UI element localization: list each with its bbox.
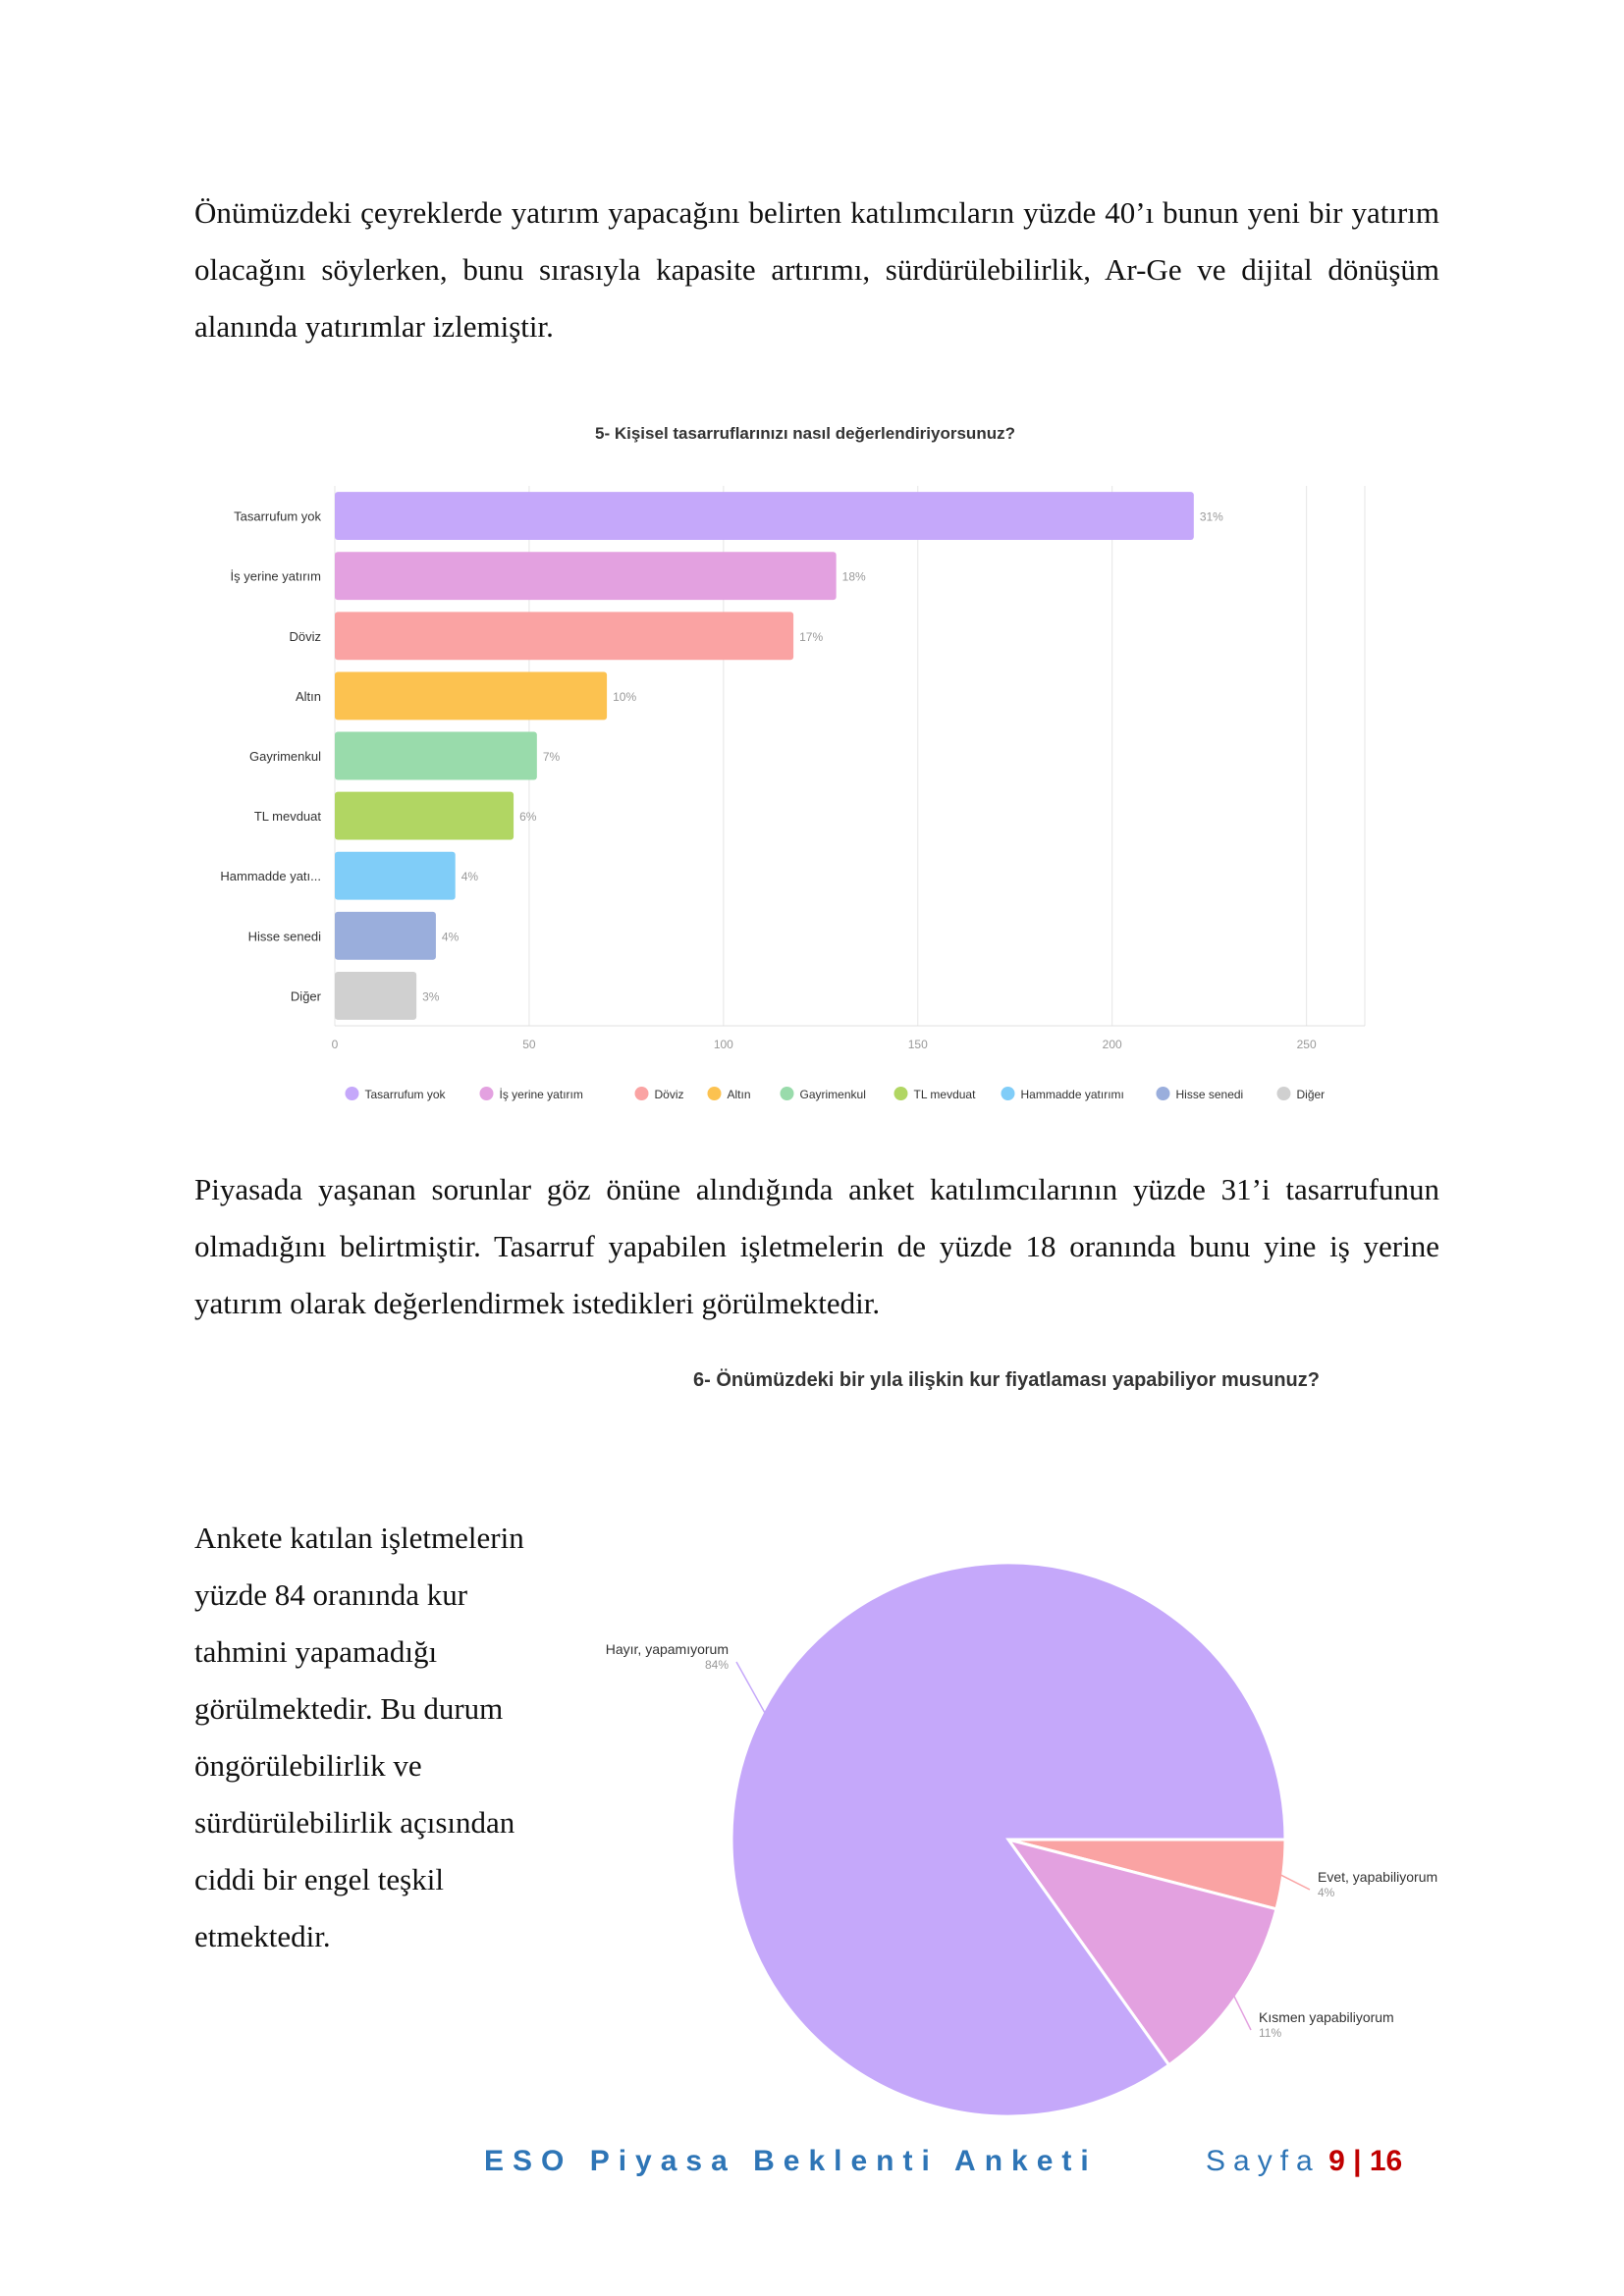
y-category-label: İş yerine yatırım — [230, 568, 321, 584]
legend-label: Hammadde yatırımı — [1020, 1088, 1124, 1101]
pie-slice-label: Hayır, yapamıyorum — [605, 1641, 729, 1657]
pie-leader-line — [736, 1662, 766, 1715]
legend-swatch — [1157, 1087, 1170, 1100]
y-category-label: Döviz — [289, 628, 321, 644]
legend-label: İş yerine yatırım — [499, 1088, 583, 1101]
x-tick-label: 50 — [522, 1038, 536, 1051]
pie-slice-label: Evet, yapabiliyorum — [1318, 1869, 1438, 1885]
bar — [335, 612, 793, 660]
bar — [335, 671, 607, 720]
paragraph-savings: Piyasada yaşanan sorunlar göz önüne alındığında anket katılımcılarının yüzde 31’i tasarrufunun olmadığını belirtmiştir. Tasarruf yapabilen işletmelerin de yüzde 18 oranında bunu yine iş yerine yatırım olarak değerlendirmek istedikleri görülmektedir. — [194, 1172, 1439, 1320]
pie-slice-percent: 4% — [1318, 1886, 1335, 1899]
y-category-label: Hammadde yatı... — [220, 869, 321, 884]
y-category-label: Gayrimenkul — [249, 749, 321, 764]
footer-page-label: Sayfa — [1206, 2145, 1321, 2177]
bar — [335, 852, 456, 900]
fx-pie-chart-title: 6- Önümüzdeki bir yıla ilişkin kur fiyatlaması yapabiliyor musunuz? — [693, 1369, 1320, 1391]
bar — [335, 792, 514, 840]
bar — [335, 552, 837, 600]
fx-pie-chart — [550, 1531, 1532, 2120]
x-tick-label: 250 — [1296, 1038, 1317, 1051]
footer-page-separator: | — [1353, 2145, 1362, 2177]
data-label: 3% — [422, 989, 440, 1004]
legend-label: Hisse senedi — [1175, 1088, 1244, 1101]
legend-swatch — [1277, 1087, 1291, 1100]
legend-swatch — [346, 1087, 359, 1100]
y-category-label: Diğer — [290, 988, 321, 1004]
pie-leader-line — [1279, 1874, 1310, 1890]
data-label: 10% — [613, 689, 637, 704]
legend-label: Tasarrufum yok — [364, 1088, 446, 1101]
legend-swatch — [708, 1087, 722, 1100]
bar — [335, 492, 1194, 540]
x-tick-label: 150 — [907, 1038, 928, 1051]
data-label: 18% — [841, 569, 866, 584]
y-category-label: Tasarrufum yok — [234, 508, 321, 524]
pie-slice-percent: 84% — [704, 1658, 729, 1672]
bar — [335, 732, 537, 780]
y-category-label: Hisse senedi — [247, 929, 321, 944]
legend-label: Döviz — [654, 1088, 684, 1101]
data-label: 4% — [441, 930, 460, 944]
pie-slice-label: Kısmen yapabiliyorum — [1259, 2009, 1394, 2025]
bar — [335, 972, 416, 1020]
data-label: 7% — [542, 750, 561, 764]
legend-swatch — [894, 1087, 908, 1100]
data-label: 4% — [460, 870, 479, 884]
pie-leader-line — [1233, 1995, 1251, 2030]
paragraph-investment: Önümüzdeki çeyreklerde yatırım yapacağını belirten katılımcıların yüzde 40’ı bunun yeni bir yatırım olacağını söylerken, bunu sırasıyla kapasite artırımı, sürdürülebilirlik, Ar-Ge ve dijital dönüşüm alanında yatırımlar izlemiştir. — [194, 195, 1439, 344]
legend-swatch — [480, 1087, 494, 1100]
footer-title: ESO Piyasa Beklenti Anketi — [484, 2145, 1098, 2177]
bar — [335, 912, 436, 960]
bar-chart-legend — [346, 1087, 1326, 1101]
savings-bar-chart — [177, 393, 1453, 1119]
data-label: 31% — [1199, 509, 1223, 524]
y-category-label: Altın — [295, 688, 321, 704]
data-label: 6% — [519, 810, 537, 825]
bar-chart-title: 5- Kişisel tasarruflarınızı nasıl değerlendiriyorsunuz? — [595, 424, 1015, 443]
legend-swatch — [1001, 1087, 1015, 1100]
legend-label: Diğer — [1296, 1088, 1326, 1101]
x-tick-label: 100 — [713, 1038, 733, 1051]
x-tick-label: 200 — [1102, 1038, 1122, 1051]
legend-label: Altın — [727, 1088, 751, 1101]
footer-page-current: 9 — [1328, 2145, 1345, 2177]
pie-slice-percent: 11% — [1259, 2026, 1282, 2040]
footer-page-total: 16 — [1369, 2145, 1403, 2177]
legend-swatch — [635, 1087, 649, 1100]
y-category-label: TL mevduat — [253, 809, 321, 825]
legend-label: Gayrimenkul — [799, 1088, 866, 1101]
paragraph-fx-forecast: Ankete katılan işletmelerin yüzde 84 oranında kur tahmini yapamadığı görülmektedir. Bu durum öngörülebilirlik ve sürdürülebilirlik açısından ciddi bir engel teşkil etmektedir. — [194, 1521, 524, 1953]
legend-swatch — [781, 1087, 794, 1100]
legend-label: TL mevduat — [913, 1088, 976, 1101]
x-tick-label: 0 — [331, 1038, 339, 1051]
footer-page-number — [1206, 2145, 1402, 2178]
data-label: 17% — [799, 629, 824, 644]
